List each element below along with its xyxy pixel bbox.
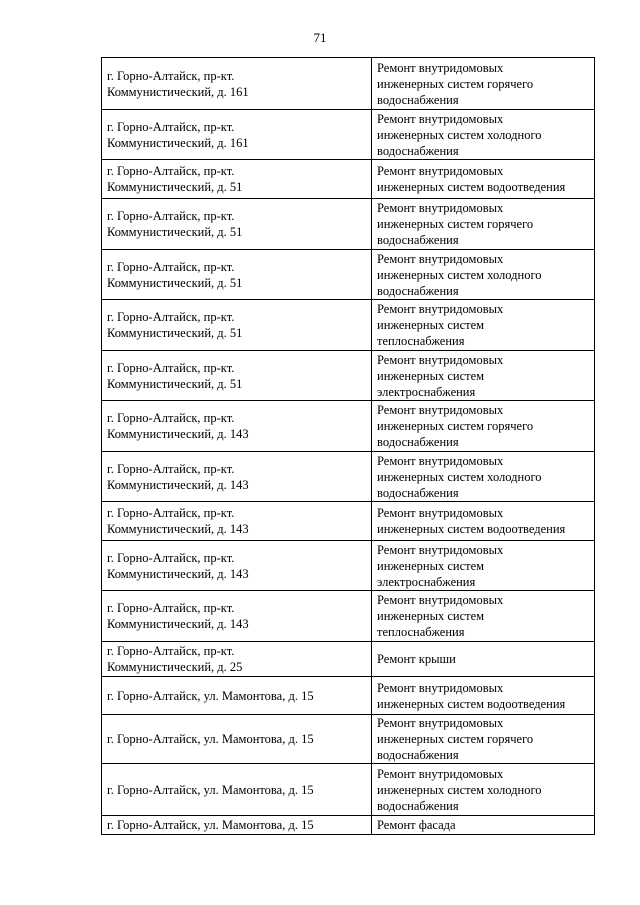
address-line: Коммунистический, д. 143	[107, 427, 249, 441]
table-row	[102, 764, 595, 816]
work-type-cell	[372, 351, 595, 401]
address-line: Коммунистический, д. 161	[107, 84, 249, 99]
work-type-line: инженерных систем холодного	[377, 127, 542, 142]
work-type-line: водоснабжения	[377, 748, 459, 762]
work-type-line: Ремонт внутридомовых	[377, 201, 504, 215]
work-type-cell	[372, 401, 595, 452]
address-line: г. Горно-Алтайск, пр-кт.	[107, 644, 235, 658]
work-type-line: Ремонт крыши	[377, 652, 456, 666]
table-row	[102, 160, 595, 199]
work-type-line: инженерных систем водоотведения	[377, 696, 566, 711]
works-table	[101, 57, 595, 835]
work-type-line: Ремонт внутридомовых	[377, 403, 504, 417]
work-type-cell	[372, 452, 595, 502]
work-type-line: инженерных систем	[377, 558, 485, 573]
address-line: г. Горно-Алтайск, пр-кт.	[107, 310, 235, 324]
work-type-line: Ремонт внутридомовых	[377, 302, 504, 316]
work-type-line: инженерных систем холодного	[377, 469, 542, 484]
work-type-cell	[372, 110, 595, 160]
address-cell	[102, 764, 372, 816]
table-row	[102, 452, 595, 502]
work-type-cell	[372, 764, 595, 816]
address-cell	[102, 250, 372, 300]
address-line: г. Горно-Алтайск, ул. Мамонтова, д. 15	[107, 818, 314, 832]
work-type-line: инженерных систем холодного	[377, 782, 542, 797]
work-type-cell	[372, 502, 595, 541]
work-type-line: инженерных систем	[377, 368, 485, 383]
address-line: г. Горно-Алтайск, пр-кт.	[107, 550, 235, 565]
address-line: г. Горно-Алтайск, ул. Мамонтова, д. 15	[107, 782, 314, 797]
page-number: 71	[313, 30, 327, 45]
address-line: г. Горно-Алтайск, пр-кт.	[107, 360, 235, 375]
address-cell	[102, 300, 372, 351]
work-type-line: инженерных систем водоотведения	[377, 180, 566, 194]
address-cell	[102, 677, 372, 715]
address-line: Коммунистический, д. 51	[107, 225, 243, 239]
table-row	[102, 58, 595, 110]
work-type-line: водоснабжения	[377, 143, 459, 158]
work-type-line: электроснабжения	[377, 574, 476, 589]
address-line: Коммунистический, д. 143	[107, 477, 249, 492]
address-line: г. Горно-Алтайск, ул. Мамонтова, д. 15	[107, 688, 314, 703]
table-row	[102, 401, 595, 452]
work-type-cell	[372, 677, 595, 715]
work-type-cell	[372, 541, 595, 591]
work-type-line: Ремонт внутридомовых	[377, 593, 504, 607]
table-row	[102, 110, 595, 160]
work-type-cell	[372, 199, 595, 250]
address-cell	[102, 160, 372, 199]
address-cell	[102, 401, 372, 452]
work-type-line: Ремонт внутридомовых	[377, 542, 504, 557]
address-cell	[102, 591, 372, 642]
address-line: г. Горно-Алтайск, пр-кт.	[107, 259, 235, 274]
work-type-line: Ремонт внутридомовых	[377, 60, 504, 75]
address-cell	[102, 715, 372, 764]
table-row	[102, 642, 595, 677]
work-type-line: Ремонт внутридомовых	[377, 716, 504, 730]
address-line: г. Горно-Алтайск, пр-кт.	[107, 209, 235, 223]
work-type-line: водоснабжения	[377, 798, 459, 813]
address-cell	[102, 110, 372, 160]
work-type-line: водоснабжения	[377, 283, 459, 298]
work-type-line: теплоснабжения	[377, 625, 465, 639]
work-type-line: Ремонт внутридомовых	[377, 111, 504, 126]
address-cell	[102, 541, 372, 591]
work-type-cell	[372, 591, 595, 642]
work-type-line: водоснабжения	[377, 233, 459, 247]
work-type-cell	[372, 160, 595, 199]
table-row	[102, 591, 595, 642]
address-cell	[102, 452, 372, 502]
address-line: Коммунистический, д. 161	[107, 135, 249, 150]
address-cell	[102, 58, 372, 110]
address-line: Коммунистический, д. 143	[107, 617, 249, 631]
table-row	[102, 816, 595, 835]
address-line: г. Горно-Алтайск, пр-кт.	[107, 164, 235, 178]
table-row	[102, 502, 595, 541]
work-type-cell	[372, 58, 595, 110]
work-type-line: инженерных систем горячего	[377, 732, 534, 746]
work-type-line: водоснабжения	[377, 485, 459, 500]
works-table-body	[102, 58, 595, 835]
work-type-line: Ремонт внутридомовых	[377, 164, 504, 178]
table-row	[102, 250, 595, 300]
work-type-line: Ремонт фасада	[377, 818, 456, 832]
table-row	[102, 715, 595, 764]
address-cell	[102, 199, 372, 250]
address-line: г. Горно-Алтайск, пр-кт.	[107, 68, 235, 83]
address-cell	[102, 642, 372, 677]
address-line: Коммунистический, д. 143	[107, 522, 249, 536]
work-type-cell	[372, 816, 595, 835]
address-line: Коммунистический, д. 51	[107, 326, 243, 340]
address-line: г. Горно-Алтайск, пр-кт.	[107, 461, 235, 476]
address-line: г. Горно-Алтайск, пр-кт.	[107, 506, 235, 520]
work-type-cell	[372, 250, 595, 300]
address-line: г. Горно-Алтайск, пр-кт.	[107, 119, 235, 134]
address-cell	[102, 351, 372, 401]
address-line: Коммунистический, д. 143	[107, 566, 249, 581]
work-type-line: водоснабжения	[377, 435, 459, 449]
table-row	[102, 677, 595, 715]
table-row	[102, 300, 595, 351]
work-type-line: инженерных систем	[377, 318, 485, 332]
work-type-line: Ремонт внутридомовых	[377, 766, 504, 781]
address-line: Коммунистический, д. 51	[107, 180, 243, 194]
table-row	[102, 199, 595, 250]
work-type-line: Ремонт внутридомовых	[377, 453, 504, 468]
work-type-line: инженерных систем водоотведения	[377, 522, 566, 536]
work-type-line: теплоснабжения	[377, 334, 465, 348]
address-line: Коммунистический, д. 25	[107, 660, 243, 674]
table-row	[102, 541, 595, 591]
work-type-cell	[372, 715, 595, 764]
address-line: г. Горно-Алтайск, ул. Мамонтова, д. 15	[107, 732, 314, 746]
work-type-line: инженерных систем холодного	[377, 267, 542, 282]
work-type-line: Ремонт внутридомовых	[377, 506, 504, 520]
work-type-line: Ремонт внутридомовых	[377, 251, 504, 266]
address-line: Коммунистический, д. 51	[107, 376, 243, 391]
work-type-cell	[372, 642, 595, 677]
address-cell	[102, 816, 372, 835]
address-line: Коммунистический, д. 51	[107, 275, 243, 290]
work-type-line: инженерных систем	[377, 609, 485, 623]
work-type-line: инженерных систем горячего	[377, 217, 534, 231]
table-row	[102, 351, 595, 401]
work-type-line: Ремонт внутридомовых	[377, 352, 504, 367]
work-type-line: электроснабжения	[377, 384, 476, 399]
work-type-line: Ремонт внутридомовых	[377, 680, 504, 695]
address-cell	[102, 502, 372, 541]
work-type-line: инженерных систем горячего	[377, 419, 534, 433]
address-line: г. Горно-Алтайск, пр-кт.	[107, 601, 235, 615]
work-type-cell	[372, 300, 595, 351]
work-type-line: инженерных систем горячего	[377, 76, 534, 91]
work-type-line: водоснабжения	[377, 92, 459, 107]
address-line: г. Горно-Алтайск, пр-кт.	[107, 411, 235, 425]
